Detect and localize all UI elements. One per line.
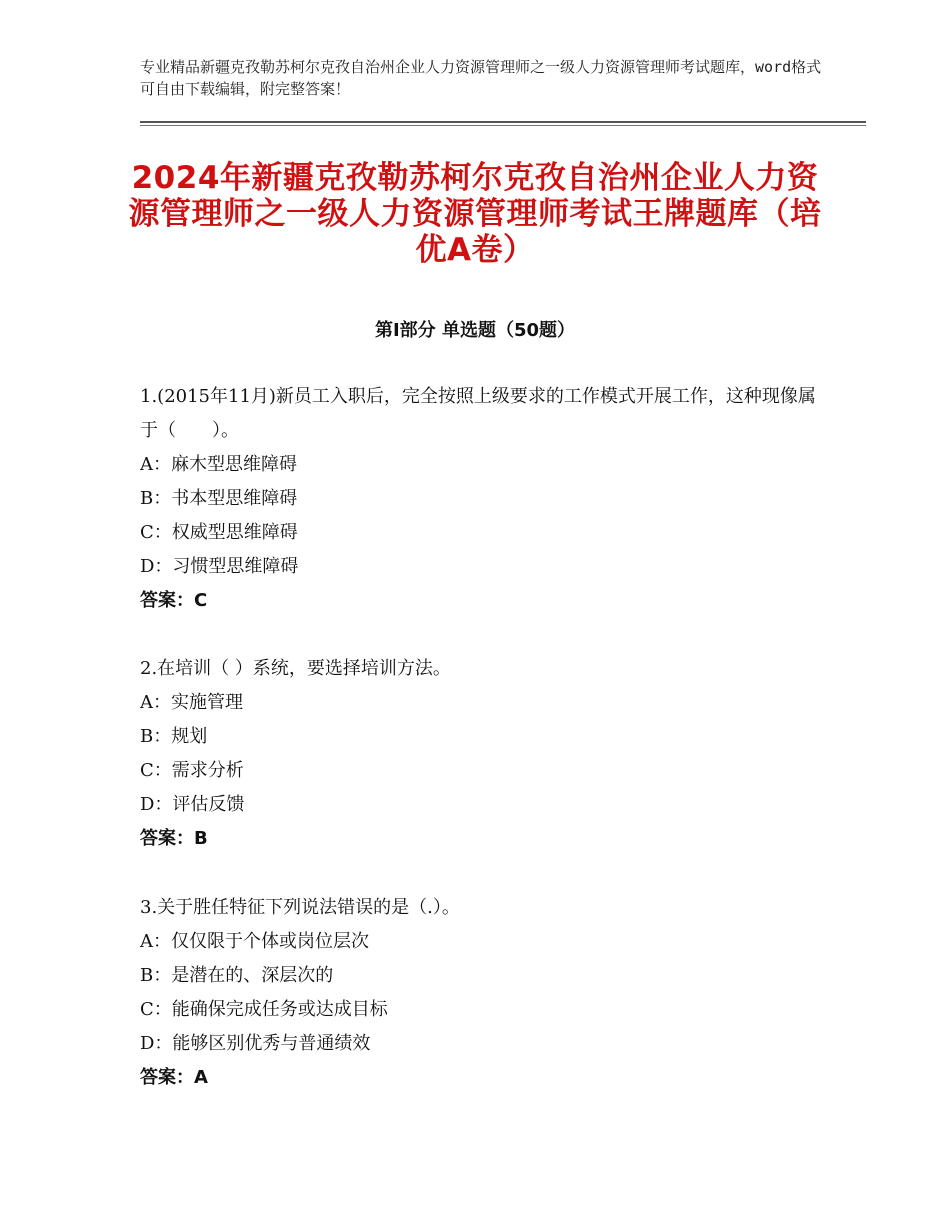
answer: 答案：A: [140, 1067, 208, 1088]
question-2: [140, 652, 820, 856]
option-a: A：麻木型思维障碍: [140, 454, 297, 475]
answer: 答案：B: [140, 828, 208, 849]
question-stem: 1.(2015年11月)新员工入职后，完全按照上级要求的工作模式开展工作，这种现像属于（ ）。: [140, 386, 816, 441]
option-d: D：习惯型思维障碍: [140, 556, 299, 577]
question-stem: 2.在培训（ ）系统，要选择培训方法。: [140, 658, 451, 679]
option-a: A：实施管理: [140, 692, 243, 713]
header-divider: [140, 121, 866, 123]
option-a: A：仅仅限于个体或岗位层次: [140, 931, 369, 952]
option-b: B：书本型思维障碍: [140, 488, 298, 509]
option-d: D：能够区别优秀与普通绩效: [140, 1033, 371, 1054]
answer: 答案：C: [140, 590, 208, 611]
question-stem: 3.关于胜任特征下列说法错误的是（.）。: [140, 897, 460, 918]
question-3: [140, 891, 820, 1095]
option-c: C：需求分析: [140, 760, 244, 781]
header-note: 专业精品新疆克孜勒苏柯尔克孜自治州企业人力资源管理师之一级人力资源管理师考试题库，word格式可自由下载编辑，附完整答案！: [140, 58, 822, 98]
option-d: D：评估反馈: [140, 794, 245, 815]
section-title: 第Ⅰ部分 单选题（50题）: [374, 320, 575, 341]
document-title: 2024年新疆克孜勒苏柯尔克孜自治州企业人力资源管理师之一级人力资源管理师考试王牌题库（培优A卷）: [128, 160, 822, 268]
question-1: [140, 380, 820, 618]
option-c: C：权威型思维障碍: [140, 522, 298, 543]
option-b: B：是潜在的、深层次的: [140, 965, 334, 986]
option-b: B：规划: [140, 726, 208, 747]
header-divider-thin: [140, 125, 866, 126]
option-c: C：能确保完成任务或达成目标: [140, 999, 388, 1020]
